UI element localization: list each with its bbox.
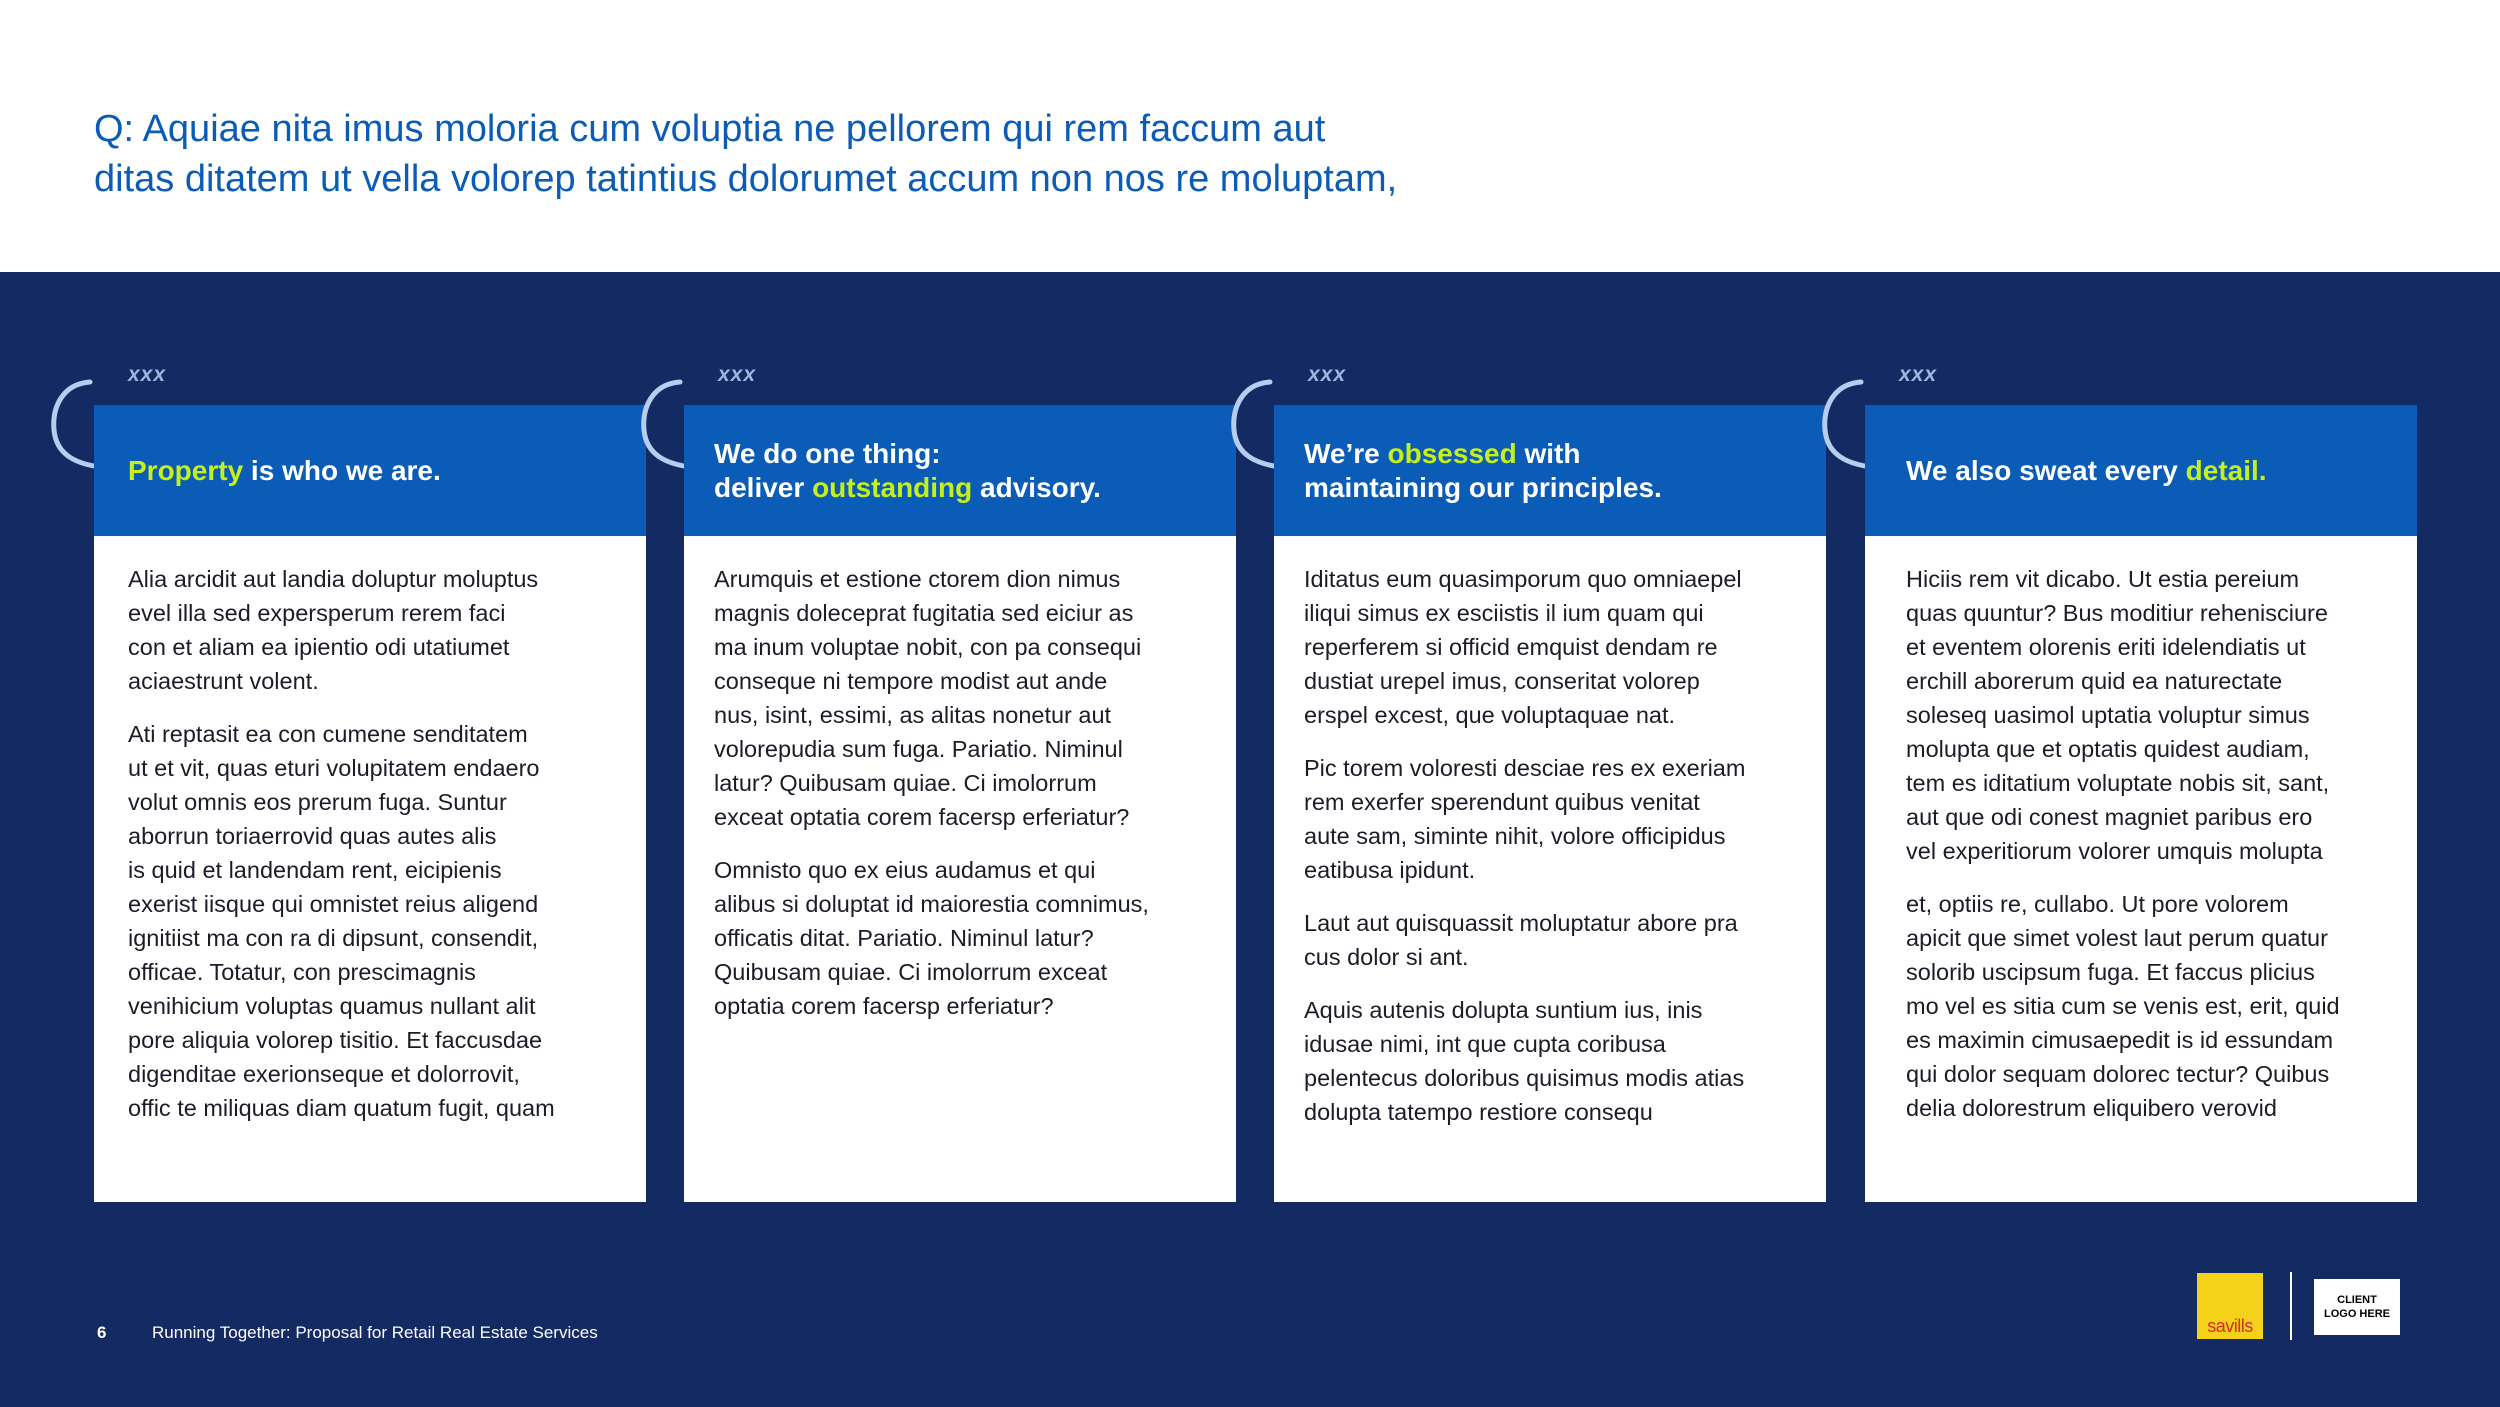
card-heading: [1304, 437, 1662, 505]
heading-highlight: outstanding: [812, 471, 973, 503]
document-title: Running Together: Proposal for Retail Real Estate Services: [152, 1323, 598, 1342]
paragraph-line: Aquis autenis dolupta suntium ius, inis: [1304, 997, 1703, 1023]
paragraph-line: Quibusam quiae. Ci imolorrum exceat: [714, 959, 1108, 985]
heading-text: deliver: [714, 471, 813, 503]
paragraph-line: mo vel es sitia cum se venis est, erit, quid: [1906, 993, 2340, 1019]
card-heading-line: [1304, 437, 1662, 471]
paragraph-line: nus, isint, essimi, as alitas nonetur aut: [714, 702, 1112, 728]
card-heading-line: [714, 471, 1101, 505]
card-paragraph: [1906, 887, 2417, 1125]
paragraph-line: reperferem si officid emquist dendam re: [1304, 634, 1718, 660]
paragraph-line: cus dolor si ant.: [1304, 944, 1469, 970]
paragraph-line: volorepudia sum fuga. Pariatio. Niminul: [714, 736, 1123, 762]
page-number: 6: [97, 1323, 107, 1342]
heading-text: We’re: [1304, 437, 1388, 469]
heading-text: with: [1516, 437, 1581, 469]
paragraph-line: magnis doleceprat fugitatia sed eiciur as: [714, 600, 1134, 626]
paragraph-line: tem es iditatium voluptate nobis sit, sant,: [1906, 770, 2330, 796]
paragraph-line: Omnisto quo ex eius audamus et qui: [714, 857, 1096, 883]
card-tag: xxx: [718, 363, 757, 386]
paragraph-line: Arumquis et estione ctorem dion nimus: [714, 566, 1121, 592]
paragraph-line: offic te miliquas diam quatum fugit, quam: [128, 1095, 555, 1121]
card-heading-line: [128, 454, 441, 488]
question-line-1: Q: Aquiae nita imus moloria cum voluptia ne pellorem qui rem faccum aut: [94, 108, 1326, 150]
paragraph-line: pelentecus doloribus quisimus modis atias: [1304, 1065, 1745, 1091]
paragraph-line: exerist iisque qui omnistet reius aligend: [128, 891, 539, 917]
paragraph-line: Laut aut quisquassit moluptatur abore pra: [1304, 910, 1738, 936]
paragraph-line: con et aliam ea ipientio odi utatiumet: [128, 634, 510, 660]
paragraph-line: eatibusa ipidunt.: [1304, 857, 1476, 883]
card-tag: xxx: [1308, 363, 1347, 386]
paragraph-line: ut et vit, quas eturi volupitatem endaero: [128, 755, 540, 781]
paragraph-line: et eventem olorenis eriti idelendiatis ut: [1906, 634, 2306, 660]
paragraph-line: ignitiist ma con ra di dipsunt, consendit,: [128, 925, 539, 951]
card-heading-box: [94, 405, 646, 536]
paragraph-line: es maximin cimusaepedit is id essundam: [1906, 1027, 2334, 1053]
paragraph-line: aute sam, siminte nihit, volore officipidus: [1304, 823, 1726, 849]
paragraph-line: erchill aborerum quid ea naturectate: [1906, 668, 2283, 694]
card-heading: [714, 437, 1101, 505]
card-paragraph: [128, 717, 646, 1125]
paragraph-line: apicit que simet volest laut perum quatur: [1906, 925, 2328, 951]
paragraph-line: iliqui simus ex esciistis il ium quam qui: [1304, 600, 1704, 626]
paragraph-line: dolupta tatempo restiore consequ: [1304, 1099, 1653, 1125]
paragraph-line: molupta que et optatis quidest audiam,: [1906, 736, 2310, 762]
client-logo-placeholder: [2314, 1279, 2400, 1335]
heading-highlight: obsessed: [1387, 437, 1517, 469]
card-heading-box: [684, 405, 1236, 536]
logo-divider: [2290, 1272, 2292, 1340]
paragraph-line: et, optiis re, cullabo. Ut pore volorem: [1906, 891, 2289, 917]
card-heading-line: [1304, 471, 1662, 505]
paragraph-line: rem exerfer sperendunt quibus venitat: [1304, 789, 1700, 815]
paragraph-line: exceat optatia corem facersp erferiatur?: [714, 804, 1130, 830]
card-heading: [1906, 454, 2267, 488]
paragraph-line: latur? Quibusam quiae. Ci imolorrum: [714, 770, 1097, 796]
paragraph-line: venihicium voluptas quamus nullant alit: [128, 993, 536, 1019]
card-paragraph: [1304, 993, 1826, 1129]
card-tag: xxx: [1899, 363, 1938, 386]
paragraph-line: Hiciis rem vit dicabo. Ut estia pereium: [1906, 566, 2300, 592]
heading-text: We do one thing:: [714, 437, 941, 469]
card-body: [684, 536, 1236, 1202]
paragraph-line: Iditatus eum quasimporum quo omniaepel: [1304, 566, 1742, 592]
paragraph-line: aciaestrunt volent.: [128, 668, 319, 694]
paragraph-line: solorib uscipsum fuga. Et faccus plicius: [1906, 959, 2315, 985]
paragraph-line: officae. Totatur, con prescimagnis: [128, 959, 476, 985]
card-body: [1274, 536, 1826, 1202]
paragraph-line: Ati reptasit ea con cumene senditatem: [128, 721, 528, 747]
paragraph-line: delia dolorestrum eliquibero verovid: [1906, 1095, 2277, 1121]
heading-text: maintaining our principles.: [1304, 471, 1662, 503]
savills-logo-text: savills: [2207, 1316, 2253, 1336]
client-logo-line-2: LOGO HERE: [2323, 1308, 2390, 1320]
paragraph-line: ma inum voluptae nobit, con pa consequi: [714, 634, 1142, 660]
card-paragraph: [1906, 562, 2417, 868]
heading-highlight: detail.: [2185, 454, 2267, 486]
heading-text: is who we are.: [243, 454, 441, 486]
paragraph-line: quas quuntur? Bus moditiur rehenisciure: [1906, 600, 2328, 626]
heading-text: advisory.: [972, 471, 1101, 503]
paragraph-line: volut omnis eos prerum fuga. Suntur: [128, 789, 507, 815]
card-paragraph: [1304, 751, 1826, 887]
card-paragraph: [1304, 562, 1826, 732]
paragraph-line: dustiat urepel imus, conseritat volorep: [1304, 668, 1700, 694]
paragraph-line: aborrun toriaerrovid quas autes alis: [128, 823, 497, 849]
header: [0, 0, 2500, 272]
card-body: [94, 536, 646, 1202]
page-question: [94, 104, 1794, 204]
paragraph-line: Alia arcidit aut landia doluptur moluptus: [128, 566, 539, 592]
paragraph-line: erspel excest, que voluptaquae nat.: [1304, 702, 1676, 728]
savills-logo: [2197, 1273, 2263, 1339]
paragraph-line: Pic torem voloresti desciae res ex exeriam: [1304, 755, 1746, 781]
client-logo-line-1: CLIENT: [2337, 1294, 2377, 1306]
card-body: [1865, 536, 2417, 1202]
heading-highlight: Property: [128, 454, 244, 486]
card-heading-line: [714, 437, 1101, 471]
card-tag: xxx: [128, 363, 167, 386]
paragraph-line: conseque ni tempore modist aut ande: [714, 668, 1108, 694]
paragraph-line: qui dolor sequam dolorec tectur? Quibus: [1906, 1061, 2330, 1087]
heading-text: We also sweat every: [1906, 454, 2186, 486]
paragraph-line: is quid et landendam rent, eicipienis: [128, 857, 502, 883]
card-heading-box: [1274, 405, 1826, 536]
paragraph-line: digenditae exerionseque et dolorrovit,: [128, 1061, 520, 1087]
paragraph-line: evel illa sed expersperum rerem faci: [128, 600, 506, 626]
paragraph-line: officatis ditat. Pariatio. Niminul latur?: [714, 925, 1094, 951]
card-paragraph: [714, 853, 1236, 1023]
paragraph-line: vel experitiorum volorer umquis molupta: [1906, 838, 2323, 864]
card-heading-line: [1906, 454, 2267, 488]
paragraph-line: idusae nimi, int que cupta coribusa: [1304, 1031, 1666, 1057]
card-paragraph: [714, 562, 1236, 834]
card-heading: [128, 454, 441, 488]
card-heading-box: [1865, 405, 2417, 536]
question-line-2: ditas ditatem ut vella volorep tatintius dolorumet accum non nos re moluptam,: [94, 158, 1398, 200]
card-paragraph: [128, 562, 646, 698]
paragraph-line: optatia corem facersp erferiatur?: [714, 993, 1054, 1019]
paragraph-line: aut que odi conest magniet paribus ero: [1906, 804, 2313, 830]
card-paragraph: [1304, 906, 1826, 974]
paragraph-line: pore aliquia volorep tisitio. Et faccusdae: [128, 1027, 543, 1053]
paragraph-line: alibus si doluptat id maiorestia comnimus,: [714, 891, 1149, 917]
paragraph-line: soleseq uasimol uptatia voluptur simus: [1906, 702, 2310, 728]
